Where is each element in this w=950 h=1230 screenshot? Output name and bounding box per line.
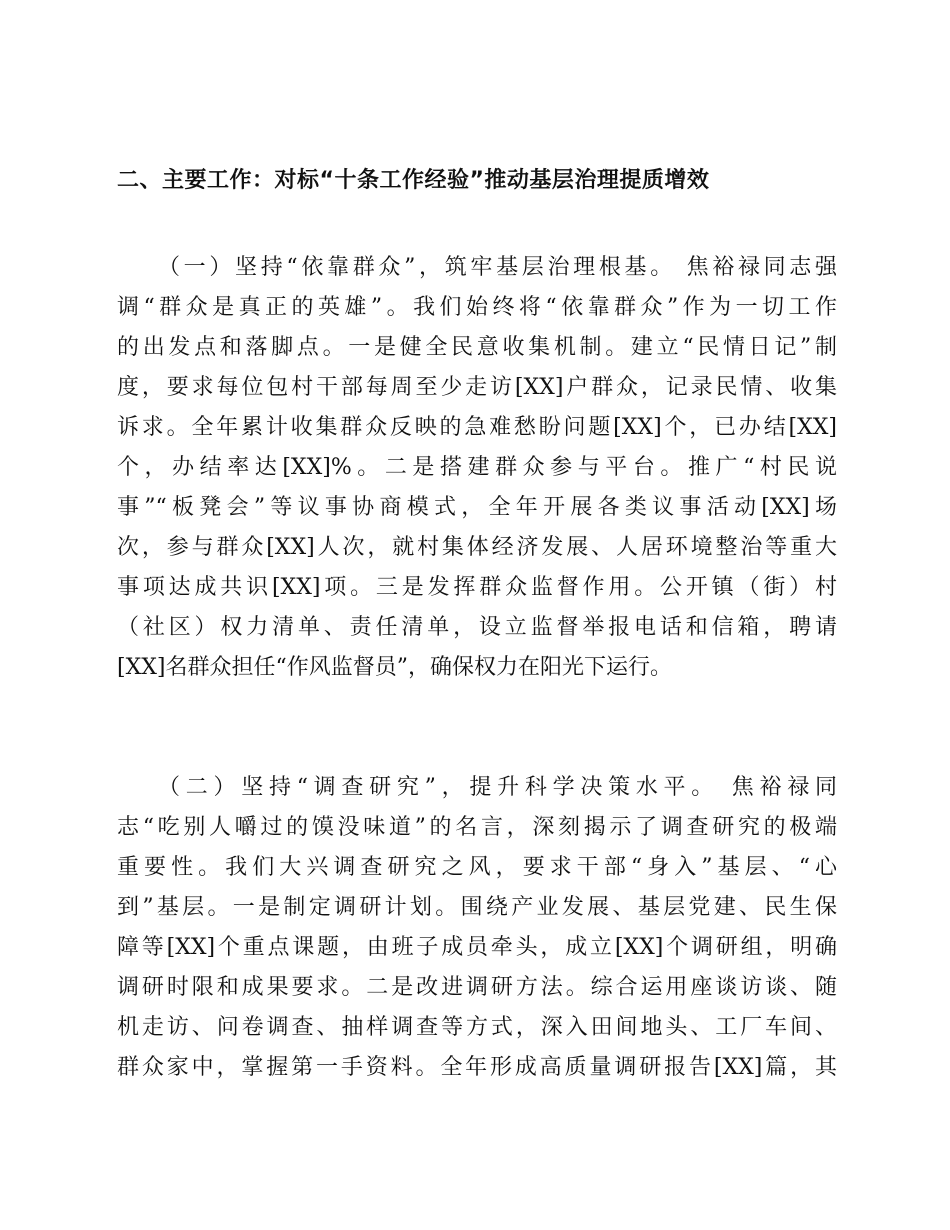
paragraph-1-line-10: （社区）权力清单、责任清单，设立监督举报电话和信箱，聘请 bbox=[117, 615, 837, 640]
paragraph-2-line-2: 志“吃别人嚼过的馍没味道”的名言，深刻揭示了调查研究的极端 bbox=[117, 815, 837, 840]
paragraph-2-line-7: 机走访、问卷调查、抽样调查等方式，深入田间地头、工厂车间、 bbox=[117, 1015, 837, 1040]
paragraph-1-line-7: 事”“板凳会”等议事协商模式，全年开展各类议事活动[XX]场 bbox=[117, 495, 837, 520]
paragraph-1-line-8: 次，参与群众[XX]人次，就村集体经济发展、人居环境整治等重大 bbox=[117, 535, 837, 560]
paragraph-1-line-11: [XX]名群众担任“作风监督员”，确保权力在阳光下运行。 bbox=[117, 655, 672, 680]
paragraph-2-line-8: 群众家中，掌握第一手资料。全年形成高质量调研报告[XX]篇，其 bbox=[117, 1055, 837, 1080]
paragraph-1-line-2: 调“群众是真正的英雄”。我们始终将“依靠群众”作为一切工作 bbox=[117, 295, 837, 320]
paragraph-1-line-4: 度，要求每位包村干部每周至少走访[XX]户群众，记录民情、收集 bbox=[117, 375, 837, 400]
paragraph-2-line-5: 障等[XX]个重点课题，由班子成员牵头，成立[XX]个调研组，明确 bbox=[117, 935, 837, 960]
paragraph-2-line-6: 调研时限和成果要求。二是改进调研方法。综合运用座谈访谈、随 bbox=[117, 975, 837, 1000]
paragraph-1-line-5: 诉求。全年累计收集群众反映的急难愁盼问题[XX]个，已办结[XX] bbox=[117, 415, 837, 440]
paragraph-1-line-3: 的出发点和落脚点。一是健全民意收集机制。建立“民情日记”制 bbox=[117, 335, 837, 360]
section-heading: 二、主要工作：对标“十条工作经验”推动基层治理提质增效 bbox=[117, 168, 710, 193]
paragraph-1-line-1: （一）坚持“依靠群众”，筑牢基层治理根基。 焦裕禄同志强 bbox=[158, 255, 837, 280]
paragraph-2-line-3: 重要性。我们大兴调查研究之风，要求干部“身入”基层、“心 bbox=[117, 855, 837, 880]
paragraph-2-line-4: 到”基层。一是制定调研计划。围绕产业发展、基层党建、民生保 bbox=[117, 895, 837, 920]
paragraph-2-line-1: （二）坚持“调查研究”，提升科学决策水平。 焦裕禄同 bbox=[158, 775, 837, 800]
paragraph-1-line-9: 事项达成共识[XX]项。三是发挥群众监督作用。公开镇（街）村 bbox=[117, 575, 837, 600]
paragraph-1-line-6: 个，办结率达[XX]%。二是搭建群众参与平台。推广“村民说 bbox=[117, 455, 837, 480]
